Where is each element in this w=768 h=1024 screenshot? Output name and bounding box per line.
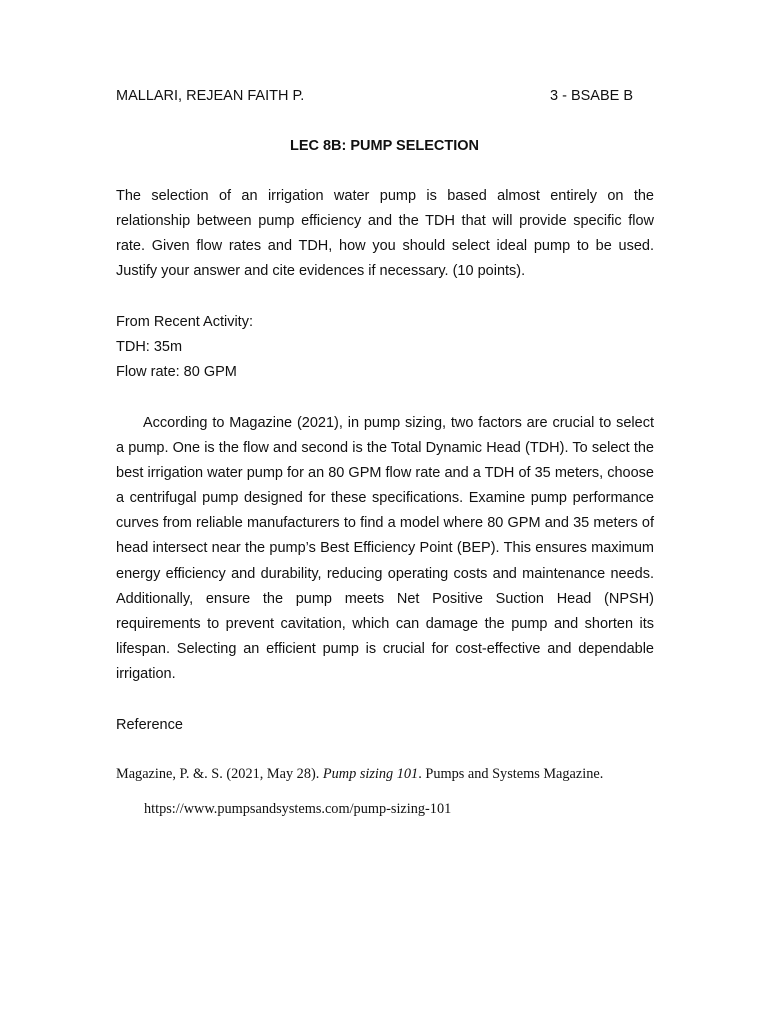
citation-url[interactable]: https://www.pumpsandsystems.com/pump-sizing-101: [144, 801, 452, 817]
question-prompt: The selection of an irrigation water pump is based almost entirely on the relationship between pump efficiency and the TDH that will provide specific flow rate. Given flow rates and TDH, how you should select ideal pump to be used. Justify your answer and cite evidences if necessary. (10 points).: [116, 188, 654, 280]
citation-authors-date: Magazine, P. &. S. (2021, May 28).: [116, 766, 323, 782]
citation-work-title: Pump sizing 101: [322, 766, 419, 782]
reference-citation: [116, 765, 676, 783]
tdh-value: TDH: 35m: [116, 339, 183, 356]
citation-publisher: . Pumps and Systems Magazine.: [418, 766, 604, 782]
student-name: MALLARI, REJEAN FAITH P.: [116, 88, 305, 104]
recent-activity-heading: From Recent Activity:: [116, 314, 253, 330]
answer-paragraph: According to Magazine (2021), in pump sizing, two factors are crucial to select a pump. One is the flow and second is the Total Dynamic Head (TDH). To select the best irrigation water pump for an 80 GPM flow rate and a TDH of 35 meters, choose a centrifugal pump designed for these specifications. Examine pump performance curves from reliable manufacturers to find a model where 80 GPM and 35 meters of head intersect near the pump’s Best Efficiency Point (BEP). This ensures maximum energy efficiency and durability, reducing operating costs and maintenance needs. Additionally, ensure the pump meets Net Positive Suction Head (NPSH) requirements to prevent cavitation, which can damage the pump and shorten its lifespan. Selecting an efficient pump is crucial for cost-effective and dependable irrigation.: [116, 415, 654, 682]
student-section: 3 - BSABE B: [550, 88, 634, 104]
flow-rate-value: Flow rate: 80 GPM: [116, 364, 237, 381]
document-title: LEC 8B: PUMP SELECTION: [289, 138, 480, 154]
reference-heading: Reference: [116, 717, 183, 733]
recent-activity: [116, 310, 253, 385]
